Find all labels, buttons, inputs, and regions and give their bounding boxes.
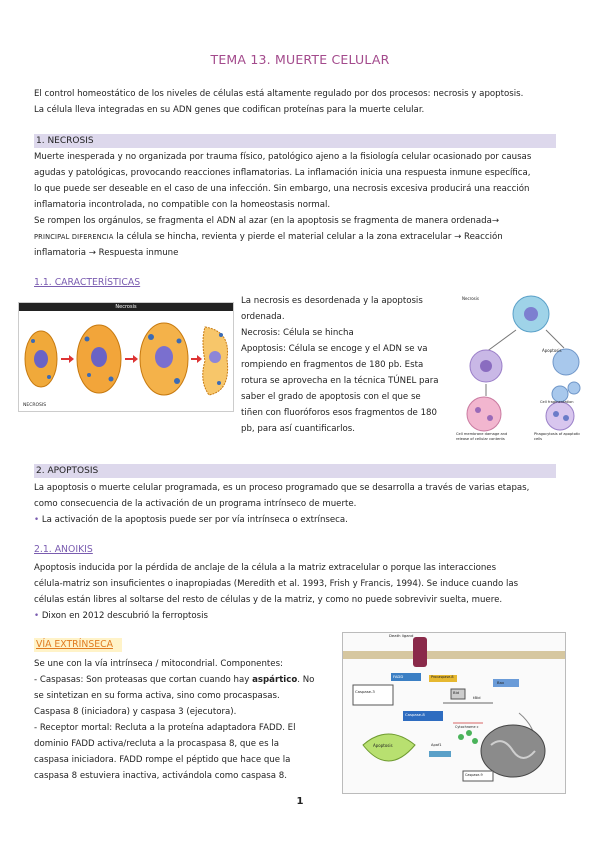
necrosis-line-4: inflamatoria incontrolada, no compatible con la homeostasis normal. — [34, 200, 331, 210]
extrinseca-line-7: caspasa iniciadora. FADD rompe el péptido que hace que la — [34, 755, 291, 765]
label-fadd: FADD — [393, 674, 404, 679]
page-title: TEMA 13. MUERTE CELULAR — [210, 52, 390, 67]
caract-line-8: tiñen con fluoróforos esos fragmentos de 180 — [241, 408, 437, 418]
label-apoptosis: Apoptosis — [542, 348, 562, 353]
subheading-caracteristicas: 1.1. CARACTERÍSTICAS — [34, 277, 141, 288]
label-bax: Bax — [497, 680, 505, 685]
caract-line-1: La necrosis es desordenada y la apoptosis — [241, 296, 423, 306]
necrosis-line-7: inflamatoria → Respuesta inmune — [34, 248, 179, 258]
anoikis-line-2: célula-matriz son insuficientes o inapropiadas (Meredith et al. 1993, Frish y Francis, 1994). Se induce cuando las — [34, 579, 519, 589]
caract-line-9: pb, para así cuantificarlos. — [241, 424, 355, 434]
extrinseca-line-8: caspasa 8 estuviera inactiva, activándola como caspasa 8. — [34, 771, 287, 781]
necrosis-apoptosis-illustration — [456, 288, 588, 450]
intro-line-2: La célula lleva integradas en su ADN genes que codifican proteínas para la muerte celular. — [34, 105, 425, 115]
cell-stage-3 — [140, 323, 188, 395]
caract-line-4: Apoptosis: Célula se encoge y el ADN se va — [241, 344, 428, 354]
figure-header: Necrosis — [19, 303, 233, 311]
subheading-anoikis: 2.1. ANOIKIS — [34, 544, 93, 555]
label-tbid: tBid — [473, 695, 481, 700]
necrosis-line-1: Muerte inesperada y no organizada por trauma físico, patológico ajeno a la fisiología celular ocasionado por causas — [34, 152, 532, 162]
label-caspase-9: Caspase-9 — [465, 773, 483, 777]
necrosis-line-2: agudas y patológicas, provocando reacciones inflamatorias. La inflamación inicia una respuesta inmune específica, — [34, 168, 531, 178]
bullet-dot-icon: • — [34, 611, 42, 621]
extrinseca-line-4: Caspasa 8 (iniciadora) y caspasa 3 (ejecutora). — [34, 707, 237, 717]
anoikis-bullet: • Dixon en 2012 descubrió la ferroptosis — [34, 611, 209, 621]
subheading-via-extrinseca: VÍA EXTRÍNSECA — [36, 639, 113, 650]
anoikis-line-3: células están libres al soltarse del resto de células y de la matriz, y como no puede sobrevivir suelta, muere. — [34, 595, 503, 605]
extrinseca-line-2: - Caspasas: Son proteasas que cortan cuando hay aspártico. No — [34, 675, 315, 685]
label-bid: Bid — [453, 690, 460, 695]
label-caspase-3: Caspase-3 — [355, 689, 375, 694]
section-heading-necrosis: 1. NECROSIS — [34, 134, 556, 148]
extrinseca-line-5: - Receptor mortal: Recluta a la proteína adaptadora FADD. El — [34, 723, 296, 733]
page-number: 1 — [296, 796, 304, 807]
apoptosis-line-2: como consecuencia de la activación de un programa intrínseco de muerte. — [34, 499, 357, 509]
cell-stage-1 — [25, 331, 57, 387]
extrinsic-pathway-illustration — [343, 633, 565, 793]
necrosis-cells-illustration — [19, 311, 233, 411]
apoptosis-line-1: La apoptosis o muerte celular programada, es un proceso programado que se desarrolla a través de varias etapas, — [34, 483, 530, 493]
anoikis-line-1: Apoptosis inducida por la pérdida de anclaje de la célula a la matriz extracelular o porque las interacciones — [34, 563, 497, 573]
label-fragmentation: Cell fragmentation — [540, 400, 574, 404]
label-phagocytosis: Phagocytosis of apoptotic cells — [534, 432, 581, 441]
extrinseca-line-3: se sintetizan en su forma activa, sino como procaspasas. — [34, 691, 280, 701]
label-membrane-damage: Cell membrane damage and release of cellular contents — [456, 432, 508, 441]
label-caspase-8: Caspase-8 — [405, 712, 425, 717]
label-apaf1: Apaf1 — [431, 743, 442, 747]
caract-line-2: ordenada. — [241, 312, 285, 322]
extrinseca-line-6: dominio FADD activa/recluta a la procaspasa 8, que es la — [34, 739, 279, 749]
caract-line-7: saber el grado de apoptosis con el que se — [241, 392, 421, 402]
label-cytochrome-c: Cytochrome c — [455, 725, 479, 729]
figure-caption-necrosis: NECROSIS — [23, 403, 47, 408]
label-necrosis: Necrosis — [462, 296, 479, 301]
extrinseca-line-1: Se une con la vía intrínseca / mitocondrial. Componentes: — [34, 659, 283, 669]
extrinsic-pathway-figure — [342, 632, 566, 794]
caract-line-3: Necrosis: Célula se hincha — [241, 328, 354, 338]
necrosis-line-6: PRINCIPAL DIFERENCIA la célula se hincha, revienta y pierde el material celular a la zona extracelular → Reacción — [34, 232, 503, 242]
cell-stage-4 — [203, 327, 228, 395]
intro-line-1: El control homeostático de los niveles de células está altamente regulado por dos procesos: necrosis y apoptosis. — [34, 89, 524, 99]
cell-stage-2 — [77, 325, 121, 393]
apoptosis-bullet: • La activación de la apoptosis puede ser por vía intrínseca o extrínseca. — [34, 515, 348, 525]
section-heading-apoptosis: 2. APOPTOSIS — [34, 464, 556, 478]
label-procaspase-8: Procaspase-8 — [431, 675, 454, 679]
necrosis-line-5: Se rompen los orgánulos, se fragmenta el ADN al azar (en la apoptosis se fragmenta de manera ordenada→ — [34, 216, 500, 226]
caract-line-6: rotura se aprovecha en la técnica TÚNEL para — [241, 376, 439, 386]
necrosis-apoptosis-figure — [456, 288, 588, 450]
label-death-ligand: Death ligand — [389, 633, 414, 638]
caract-line-5: rompiendo en fragmentos de 180 pb. Esta — [241, 360, 424, 370]
necrosis-line-3: lo que puede ser deseable en el caso de una infección. Sin embargo, una necrosis excesiva producirá una reacción — [34, 184, 530, 194]
principal-diferencia-label: PRINCIPAL DIFERENCIA — [34, 233, 114, 241]
label-apoptosis: Apoptosis — [373, 743, 393, 748]
necrosis-stages-figure — [18, 302, 234, 412]
bullet-dot-icon: • — [34, 515, 42, 525]
